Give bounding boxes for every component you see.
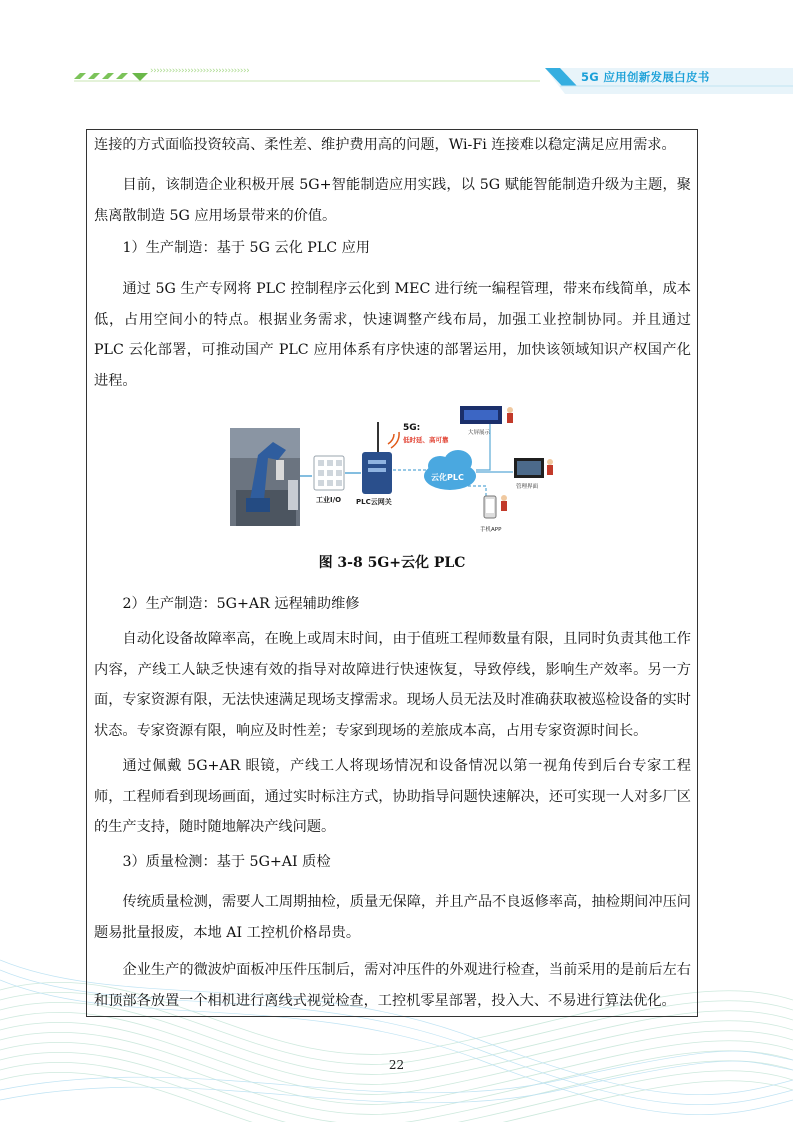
label-mgmt: 管理界面 — [516, 484, 539, 490]
heading-3: 3）质量检测：基于 5G+AI 质检 — [122, 854, 331, 870]
person-icon — [501, 495, 507, 511]
cloud-plc-icon — [424, 450, 476, 490]
paragraph-3: 通过 5G 生产专网将 PLC 控制程序云化到 MEC 进行统一编程管理，带来布线简单，成本低，占用空间小的特点。根据业务需求，快速调整产线布局，加强工业控制协同。并且通过 PLC 云化部署，可推动国产 PLC 应用体系有序快速的部署运用，加快该领域知识产权国产化进程。 — [94, 281, 691, 389]
label-app: 手机APP — [480, 527, 502, 533]
figure-caption: 图 3-8 5G+云化 PLC — [318, 555, 466, 571]
paragraph-2: 目前，该制造企业积极开展 5G+智能制造应用实践，以 5G 赋能智能制造升级为主题，聚焦离散制造 5G 应用场景带来的价值。 — [94, 177, 691, 224]
heading-2: 2）生产制造：5G+AR 远程辅助维修 — [122, 596, 360, 612]
mobile-phone-icon — [484, 496, 496, 518]
paragraph-5: 通过佩戴 5G+AR 眼镜，产线工人将现场情况和设备情况以第一视角传到后台专家工程师，工程师看到现场画面，通过实时标注方式，协助指导问题快速解决，还可实现一人对多厂区的生产支持，随时随地解决产线问题。 — [94, 758, 691, 835]
paragraph-7: 企业生产的微波炉面板冲压件压制后，需对冲压件的外观进行检查，当前采用的是前后左右和顶部各放置一个相机进行离线式视觉检查，工控机零星部署，投入大、不易进行算法优化。 — [94, 962, 691, 1009]
industrial-io-device — [314, 456, 344, 490]
paragraph-4: 自动化设备故障率高，在晚上或周末时间，由于值班工程师数量有限，且同时负责其他工作内容，产线工人缺乏快速有效的指导对故障进行快速恢复，导致停线，影响生产效率。另一方面，专家资源有限，无法快速满足现场支撑需求。现场人员无法及时准确获取被巡检设备的实时状态。专家资源有限，响应及时性差；专家到现场的差旅成本高，占用专家资源时间长。 — [94, 631, 691, 739]
paragraph-1: 连接的方式面临投资较高、柔性差、维护费用高的问题，Wi-Fi 连接难以稳定满足应用需求。 — [94, 137, 676, 153]
wireless-signal-icon — [388, 432, 399, 448]
figure-5g-cloud-plc — [228, 400, 558, 540]
label-io: 工业I/O — [316, 496, 342, 504]
paragraph-6: 传统质量检测，需要人工周期抽检，质量无保障，并且产品不良返修率高，抽检期间冲压问题易批量报废，本地 AI 工控机价格昂贵。 — [94, 894, 691, 941]
label-5g-sub: 低时延、高可靠 — [403, 436, 449, 444]
label-cloud: 云化PLC — [431, 473, 464, 482]
plc-gateway-device — [362, 422, 392, 494]
header-chevrons: ›››››››››››››››››››››››››››››››› — [150, 66, 250, 76]
label-5g: 5G: — [403, 423, 421, 433]
management-screen-icon — [514, 458, 544, 478]
big-screen-icon — [460, 406, 502, 424]
header-title: 5G 应用创新发展白皮书 — [581, 70, 710, 84]
person-icon — [507, 407, 513, 423]
heading-1: 1）生产制造：基于 5G 云化 PLC 应用 — [122, 240, 370, 256]
label-gateway: PLC云网关 — [356, 498, 392, 506]
page-number: 22 — [388, 1058, 405, 1072]
person-icon — [547, 459, 553, 475]
robot-arm-photo — [230, 428, 300, 526]
label-screen: 大屏展示 — [468, 430, 491, 436]
